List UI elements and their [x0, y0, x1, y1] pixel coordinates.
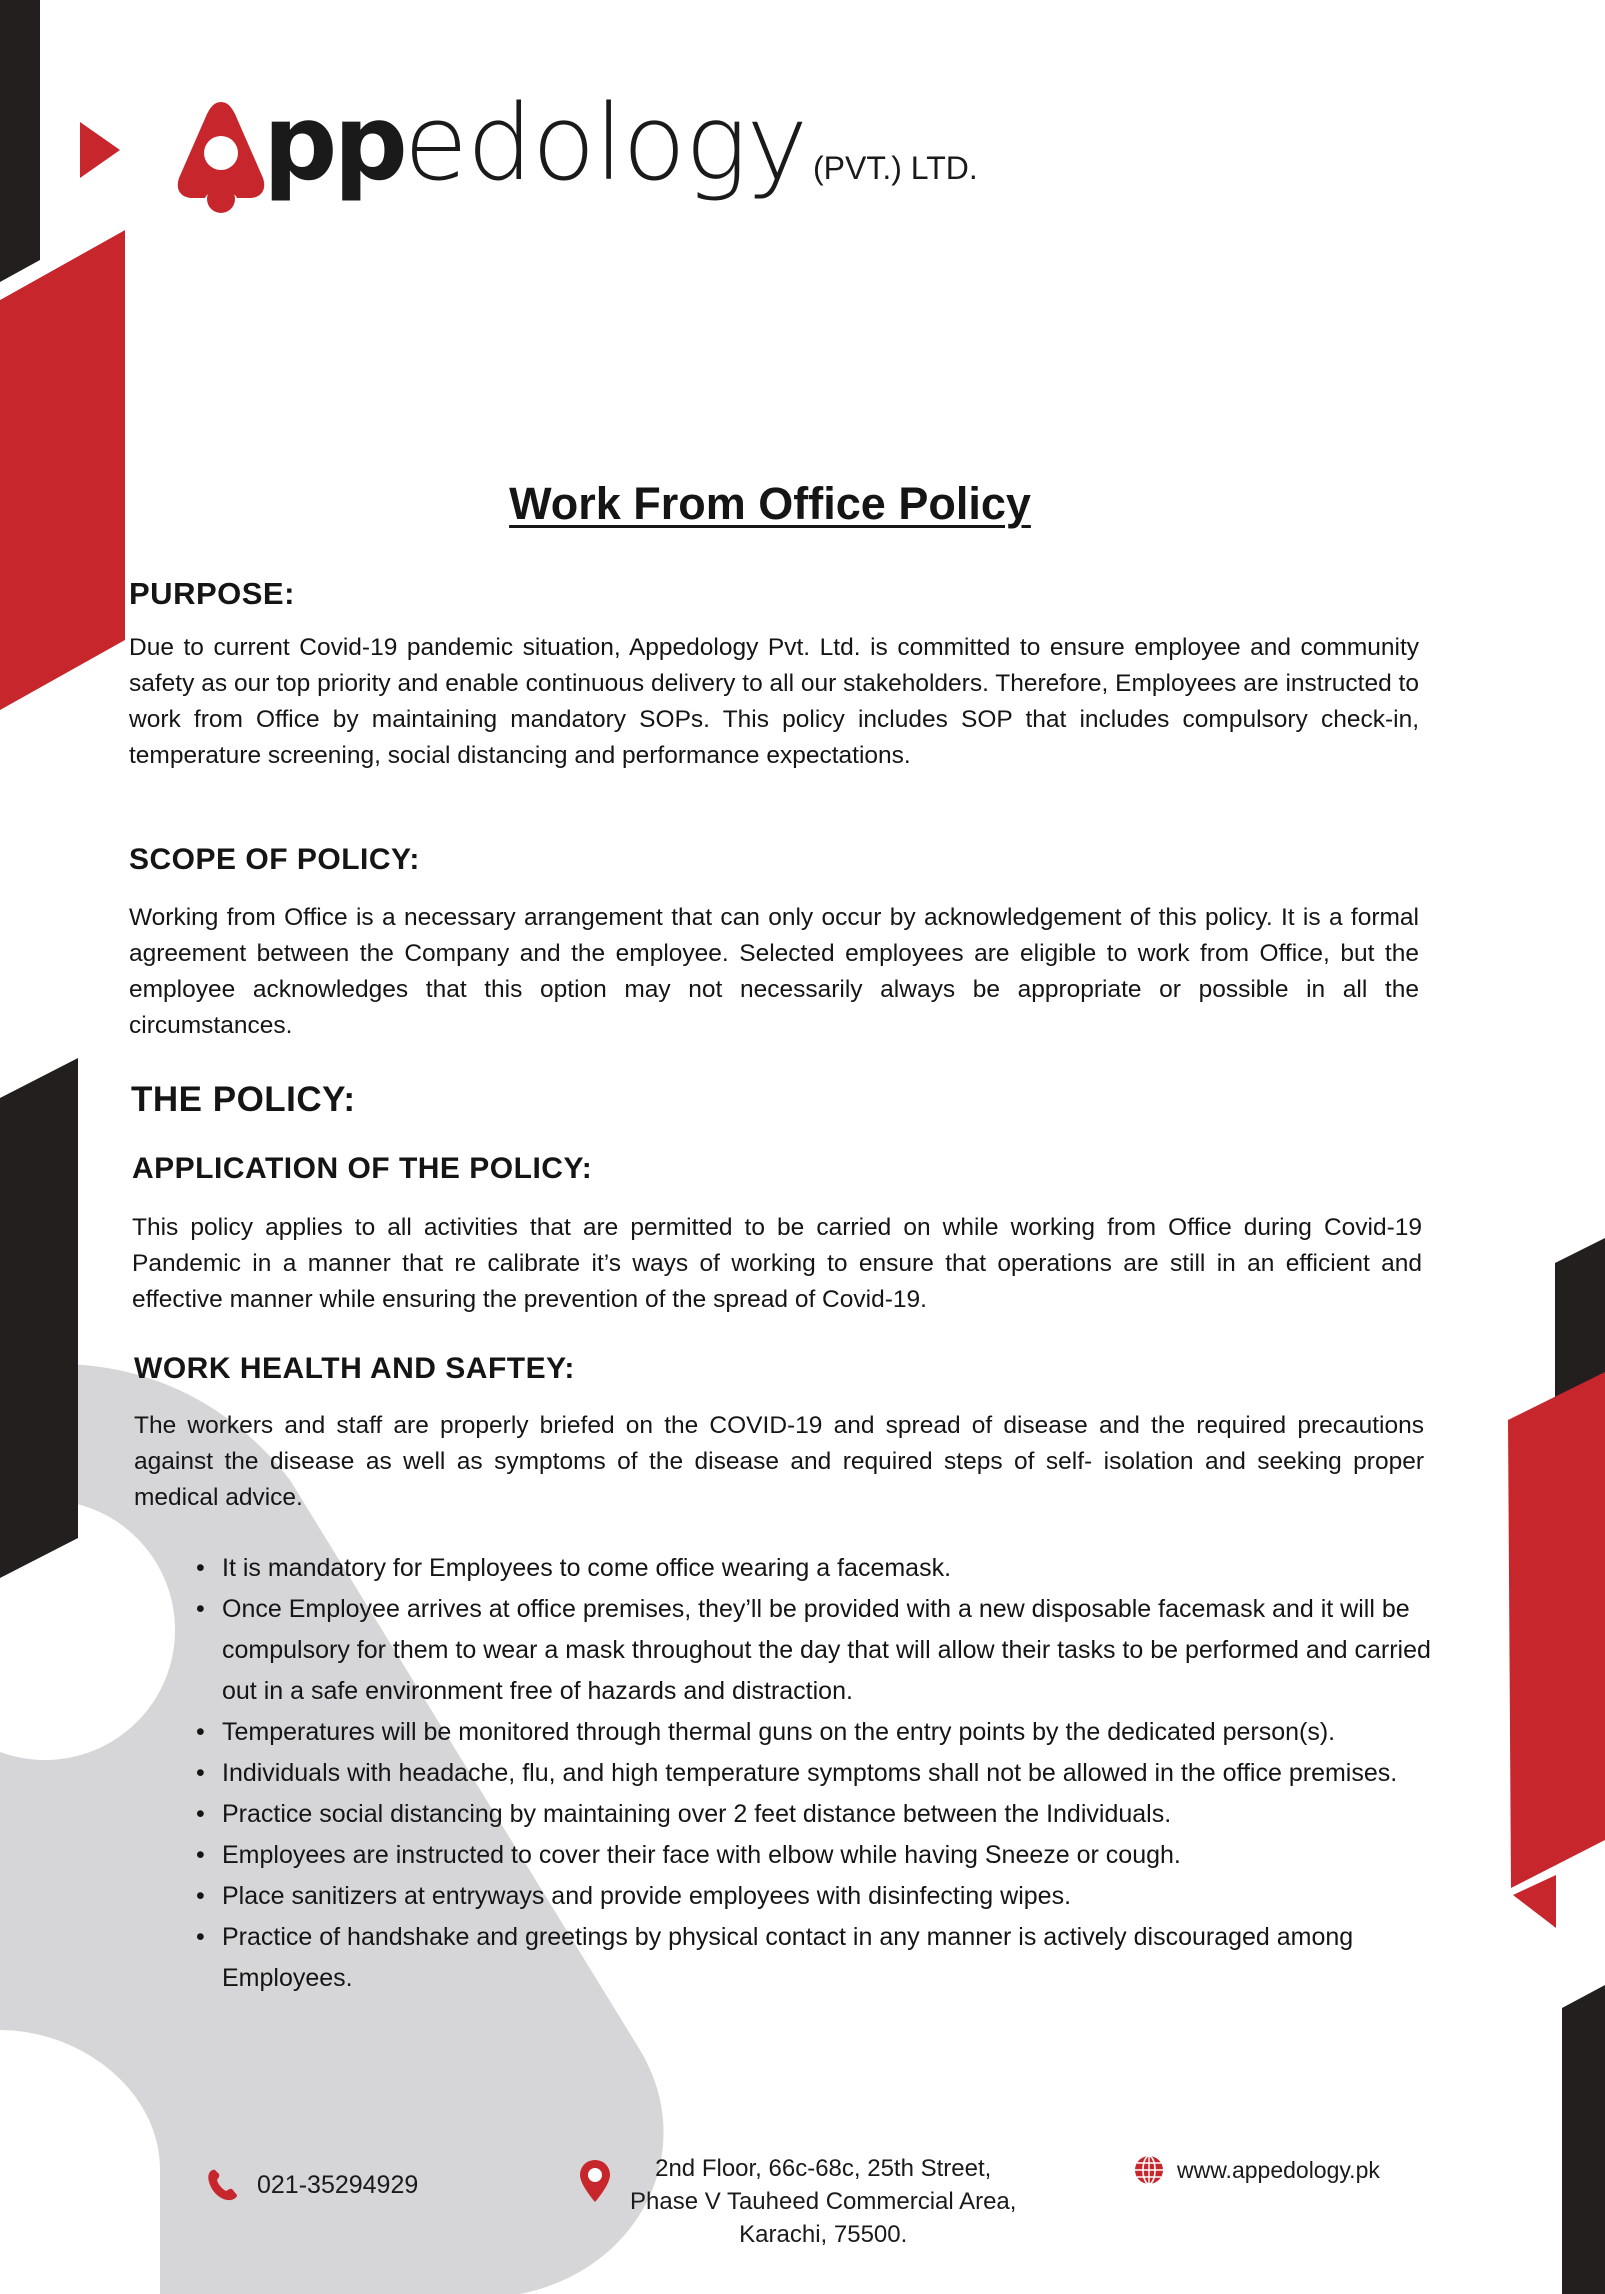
bullet-text: Place sanitizers at entryways and provide employees with disinfecting wipes. [222, 1882, 1072, 1910]
bullet-item [196, 1548, 1436, 1589]
globe-icon [1133, 2154, 1165, 2186]
bullet-item [196, 1589, 1436, 1712]
the-policy-heading: THE POLICY: [131, 1080, 356, 1119]
work-health-text: The workers and staff are properly briefed on the COVID-19 and spread of disease and the required precautions against the disease as well as symptoms of the disease and required steps of self- isolation and seeking proper medical advice. [134, 1412, 1424, 1511]
bullet-item [196, 1876, 1436, 1917]
bullet-text: It is mandatory for Employees to come office wearing a facemask. [222, 1554, 952, 1582]
website-link[interactable]: www.appedology.pk [1177, 2156, 1380, 2183]
purpose-heading: PURPOSE: [129, 576, 295, 611]
bullet-dot-icon: • [196, 1800, 205, 1828]
bullet-item [196, 1917, 1436, 1999]
logo-wordmark [263, 82, 978, 204]
bullet-dot-icon: • [196, 1882, 205, 1910]
bullet-dot-icon: • [196, 1759, 205, 1787]
map-pin-icon [578, 2158, 612, 2204]
document-title: Work From Office Policy [509, 478, 1031, 529]
bullet-text: Temperatures will be monitored through thermal guns on the entry points by the dedicated person(s). [222, 1718, 1336, 1746]
bullet-item [196, 1794, 1436, 1835]
bullet-dot-icon: • [196, 1595, 205, 1623]
bullet-dot-icon: • [196, 1718, 205, 1746]
bullet-text: Employees are instructed to cover their face with elbow while having Sneeze or cough. [222, 1841, 1181, 1869]
address-line-1: 2nd Floor, 66c-68c, 25th Street, [655, 2155, 992, 2182]
scope-heading: SCOPE OF POLICY: [129, 843, 420, 876]
phone-number[interactable]: 021-35294929 [257, 2170, 419, 2199]
bullet-dot-icon: • [196, 1923, 205, 1951]
application-heading: APPLICATION OF THE POLICY: [132, 1152, 593, 1185]
logo-a-mark-icon [175, 98, 267, 216]
left-red-panel [0, 230, 125, 710]
logo-pp: pp [263, 82, 404, 204]
bullet-item [196, 1712, 1436, 1753]
bullet-text: Practice social distancing by maintaining over 2 feet distance between the Individuals. [222, 1800, 1172, 1828]
footer-phone [205, 2167, 418, 2203]
purpose-text: Due to current Covid-19 pandemic situation, Appedology Pvt. Ltd. is committed to ensure employee and community safety as our top priority and enable continuous delivery to all our stakeholders. Therefore, Employees are instructed to work from Office by maintaining mandatory SOPs. This policy includes SOP that includes compulsory check-in, temperature screening, social distancing and performance expectations. [129, 634, 1419, 769]
application-text: This policy applies to all activities that are permitted to be carried on while working from Office during Covid-19 Pandemic in a manner that re calibrate it’s ways of working to ensure that operations are still in an efficient and effective manner while ensuring the prevention of the spread of Covid-19. [132, 1214, 1422, 1313]
right-black-bar-lower [1562, 1985, 1605, 2294]
phone-icon [205, 2167, 241, 2203]
scope-text: Working from Office is a necessary arrangement that can only occur by acknowledgement of this policy. It is a formal agreement between the Company and the employee. Selected employees are eligible to work from Office, but the employee acknowledges that this option may not necessarily always be appropriate or possible in all the circumstances. [129, 904, 1419, 1039]
bullet-text: Individuals with headache, flu, and high temperature symptoms shall not be allowed in the office premises. [222, 1759, 1398, 1787]
work-health-heading: WORK HEALTH AND SAFTEY: [134, 1352, 575, 1385]
bullet-dot-icon: • [196, 1841, 205, 1869]
footer-address [578, 2152, 1016, 2251]
address-lines [630, 2152, 1016, 2251]
bullet-item [196, 1835, 1436, 1876]
address-line-3: Karachi, 75500. [739, 2221, 908, 2248]
footer-website [1133, 2154, 1380, 2186]
logo-edology: edology [403, 82, 807, 204]
left-black-bar [0, 0, 40, 282]
bullet-text: Practice of handshake and greetings by physical contact in any manner is actively discouraged among Employees. [222, 1923, 1354, 1992]
left-red-arrow [80, 122, 120, 178]
safety-bullet-list [196, 1548, 1436, 1999]
bullet-text: Once Employee arrives at office premises, they’ll be provided with a new disposable facemask and it will be compulsory for them to wear a mask throughout the day that will allow their tasks to be performed and carried out in a safe environment free of hazards and distraction. [222, 1595, 1431, 1705]
bullet-item [196, 1753, 1436, 1794]
logo-suffix: (PVT.) LTD. [813, 150, 978, 186]
address-line-2: Phase V Tauheed Commercial Area, [630, 2188, 1017, 2215]
left-black-bar-lower [0, 1058, 78, 1578]
right-red-panel [1508, 1372, 1605, 1888]
bullet-dot-icon: • [196, 1554, 205, 1582]
company-logo [175, 82, 978, 216]
